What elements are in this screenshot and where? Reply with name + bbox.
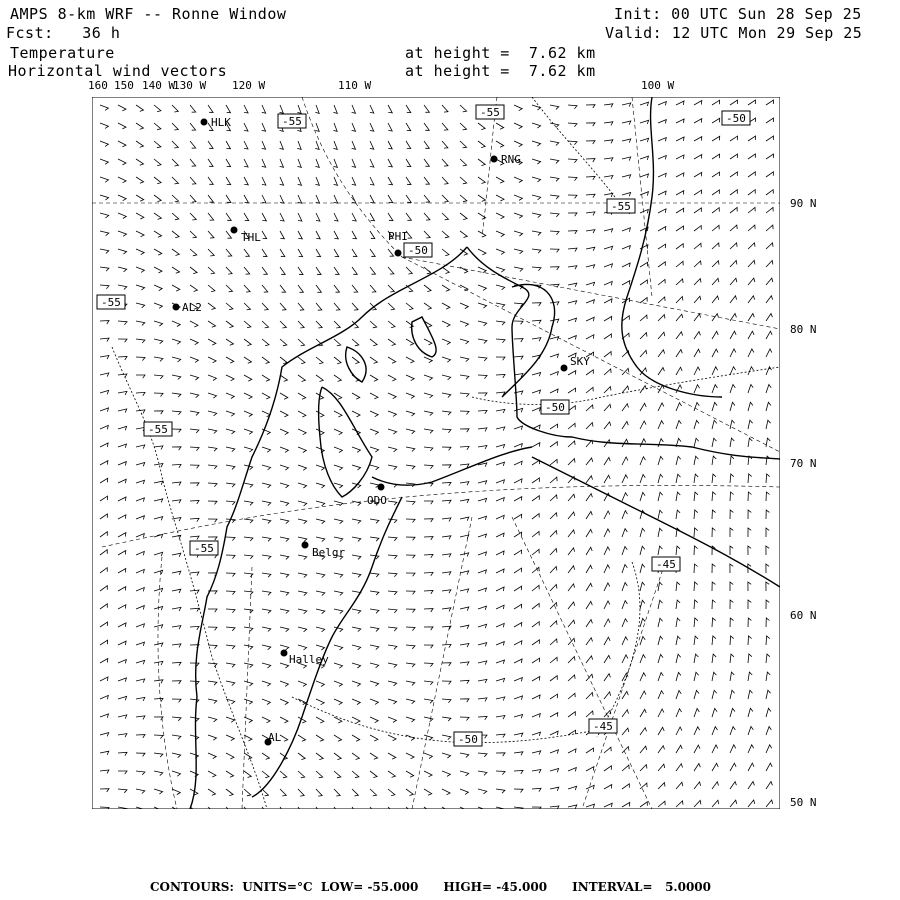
lat-label-70n: 70 N bbox=[790, 457, 817, 470]
svg-text:AL2: AL2 bbox=[182, 301, 202, 314]
lon-label-160: 160 bbox=[88, 79, 108, 92]
svg-text:-45: -45 bbox=[656, 558, 676, 571]
lat-label-80n: 80 N bbox=[790, 323, 817, 336]
svg-text:-55: -55 bbox=[611, 200, 631, 213]
init-time: Init: 00 UTC Sun 28 Sep 25 bbox=[614, 5, 862, 23]
lon-label-110w: 110 W bbox=[338, 79, 372, 92]
contour-label-9 bbox=[454, 732, 482, 746]
svg-text:PHI: PHI bbox=[388, 230, 408, 243]
svg-text:HLK: HLK bbox=[211, 116, 231, 129]
svg-text:AL: AL bbox=[268, 731, 282, 744]
svg-text:RNG: RNG bbox=[501, 153, 521, 166]
map-frame bbox=[92, 97, 780, 809]
lon-label-130w: 130 W bbox=[173, 79, 207, 92]
lon-label-120w: 120 W bbox=[232, 79, 266, 92]
station-al bbox=[265, 731, 282, 746]
svg-text:-50: -50 bbox=[458, 733, 478, 746]
svg-text:THL: THL bbox=[241, 231, 261, 244]
svg-text:-55: -55 bbox=[282, 115, 302, 128]
contour-label-11 bbox=[190, 541, 218, 555]
svg-text:-50: -50 bbox=[545, 401, 565, 414]
lon-label-150: 150 bbox=[114, 79, 134, 92]
contour-label-8 bbox=[652, 557, 680, 571]
forecast-hour: Fcst: 36 h bbox=[6, 24, 121, 42]
lon-label-100w: 100 W bbox=[641, 79, 675, 92]
contour-label-3 bbox=[722, 111, 750, 125]
contour-info-footer: CONTOURS: UNITS=°C LOW= -55.000 HIGH= -45.000 INTERVAL= 5.0000 bbox=[150, 880, 712, 894]
svg-text:-45: -45 bbox=[593, 720, 613, 733]
contour-label-1 bbox=[278, 114, 306, 128]
lat-label-50n: 50 N bbox=[790, 796, 817, 809]
contour-label-6 bbox=[541, 400, 569, 414]
map-plot bbox=[92, 97, 780, 809]
svg-text:-55: -55 bbox=[148, 423, 168, 436]
lat-label-60n: 60 N bbox=[790, 609, 817, 622]
field-name-wind: Horizontal wind vectors bbox=[8, 62, 228, 80]
field-name-temperature: Temperature bbox=[10, 44, 115, 62]
lon-label-140w: 140 W bbox=[142, 79, 176, 92]
lat-label-90n: 90 N bbox=[790, 197, 817, 210]
svg-text:SKY: SKY bbox=[570, 355, 590, 368]
contour-label-2 bbox=[476, 105, 504, 119]
svg-text:Belgr: Belgr bbox=[312, 546, 346, 559]
svg-text:-50: -50 bbox=[408, 244, 428, 257]
map-title: AMPS 8-km WRF -- Ronne Window bbox=[10, 5, 287, 23]
valid-time: Valid: 12 UTC Mon 29 Sep 25 bbox=[605, 24, 863, 42]
contour-label-12 bbox=[404, 243, 432, 257]
height-label-1: at height = 7.62 km bbox=[405, 44, 596, 62]
svg-text:-50: -50 bbox=[726, 112, 746, 125]
contour-label-7 bbox=[144, 422, 172, 436]
svg-text:-55: -55 bbox=[101, 296, 121, 309]
svg-text:ODO: ODO bbox=[367, 494, 387, 507]
contour-label-10 bbox=[589, 719, 617, 733]
svg-text:-55: -55 bbox=[194, 542, 214, 555]
contour-label-5 bbox=[97, 295, 125, 309]
height-label-2: at height = 7.62 km bbox=[405, 62, 596, 80]
svg-text:Halley: Halley bbox=[289, 653, 329, 666]
svg-text:-55: -55 bbox=[480, 106, 500, 119]
contour-label-4 bbox=[607, 199, 635, 213]
